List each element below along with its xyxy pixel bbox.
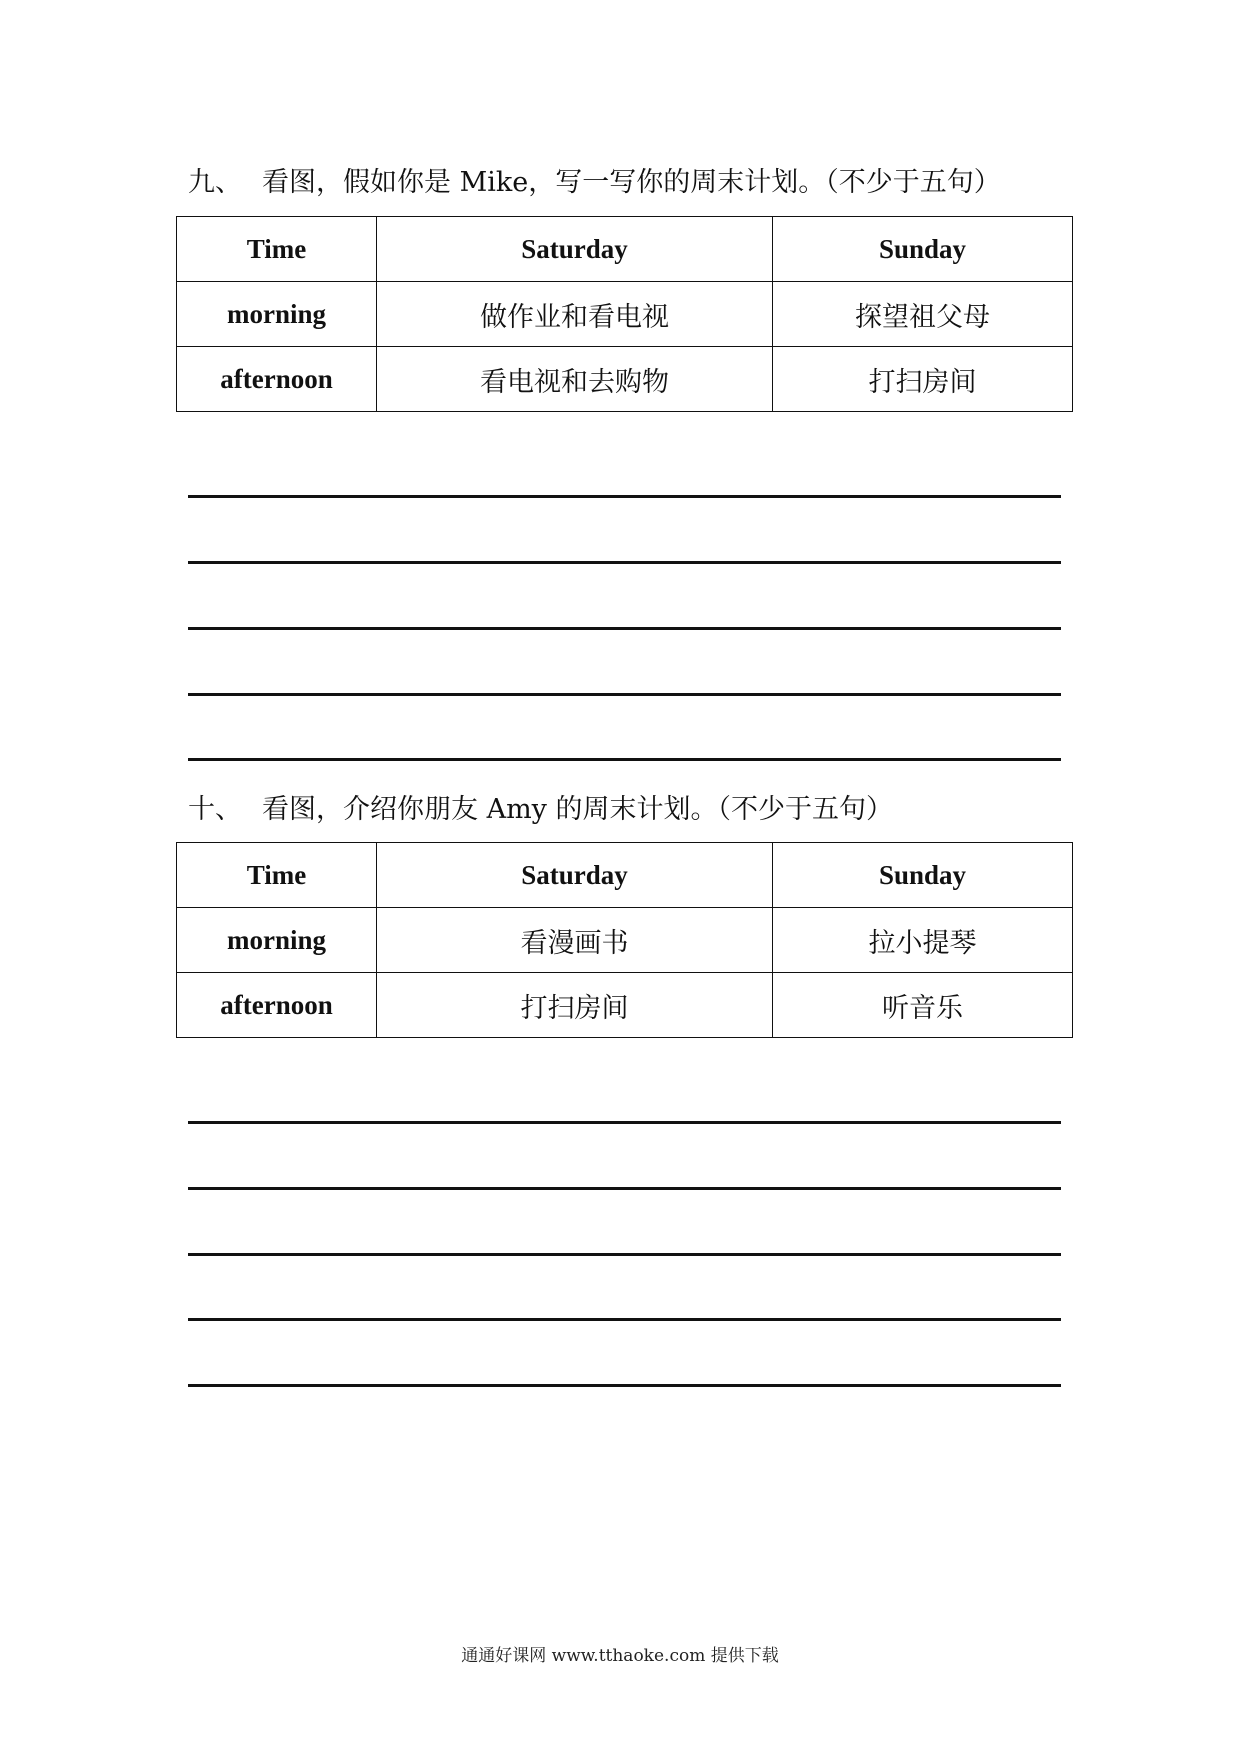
header-sunday: Sunday (773, 217, 1073, 282)
cell-sunday-afternoon: 听音乐 (773, 973, 1073, 1038)
cell-saturday-morning: 看漫画书 (377, 908, 773, 973)
q9-title (188, 165, 1001, 201)
table-row (177, 347, 1073, 412)
header-saturday: Saturday (377, 843, 773, 908)
row-label-afternoon: afternoon (177, 347, 377, 412)
header-time: Time (177, 843, 377, 908)
q9-instruction: 看图，假如你是 Mike，写一写你的周末计划。（不少于五句） (262, 167, 1001, 198)
header-sunday: Sunday (773, 843, 1073, 908)
header-saturday: Saturday (377, 217, 773, 282)
q10-answer-line-5[interactable] (188, 1384, 1061, 1387)
q10-answer-line-3[interactable] (188, 1253, 1061, 1256)
q9-answer-line-3[interactable] (188, 627, 1061, 630)
cell-saturday-afternoon: 看电视和去购物 (377, 347, 773, 412)
q9-answer-line-4[interactable] (188, 693, 1061, 696)
q10-instruction: 看图，介绍你朋友 Amy 的周末计划。（不少于五句） (262, 794, 894, 825)
q9-plan-table (176, 216, 1073, 412)
table-row (177, 973, 1073, 1038)
page-footer: 通通好课网 www.tthaoke.com 提供下载 (461, 1646, 779, 1666)
q9-answer-line-2[interactable] (188, 561, 1061, 564)
cell-sunday-afternoon: 打扫房间 (773, 347, 1073, 412)
cell-saturday-afternoon: 打扫房间 (377, 973, 773, 1038)
q10-plan-table (176, 842, 1073, 1038)
row-label-morning: morning (177, 282, 377, 347)
table-header-row (177, 217, 1073, 282)
row-label-afternoon: afternoon (177, 973, 377, 1038)
q10-answer-line-2[interactable] (188, 1187, 1061, 1190)
table-header-row (177, 843, 1073, 908)
cell-sunday-morning: 拉小提琴 (773, 908, 1073, 973)
table-row (177, 908, 1073, 973)
cell-sunday-morning: 探望祖父母 (773, 282, 1073, 347)
q10-answer-line-1[interactable] (188, 1121, 1061, 1124)
header-time: Time (177, 217, 377, 282)
q10-number: 十、 (188, 794, 242, 825)
q9-number: 九、 (188, 167, 242, 198)
q9-answer-line-5[interactable] (188, 758, 1061, 761)
table-row (177, 282, 1073, 347)
q10-answer-line-4[interactable] (188, 1318, 1061, 1321)
q9-answer-line-1[interactable] (188, 495, 1061, 498)
cell-saturday-morning: 做作业和看电视 (377, 282, 773, 347)
q10-title (188, 792, 893, 828)
row-label-morning: morning (177, 908, 377, 973)
